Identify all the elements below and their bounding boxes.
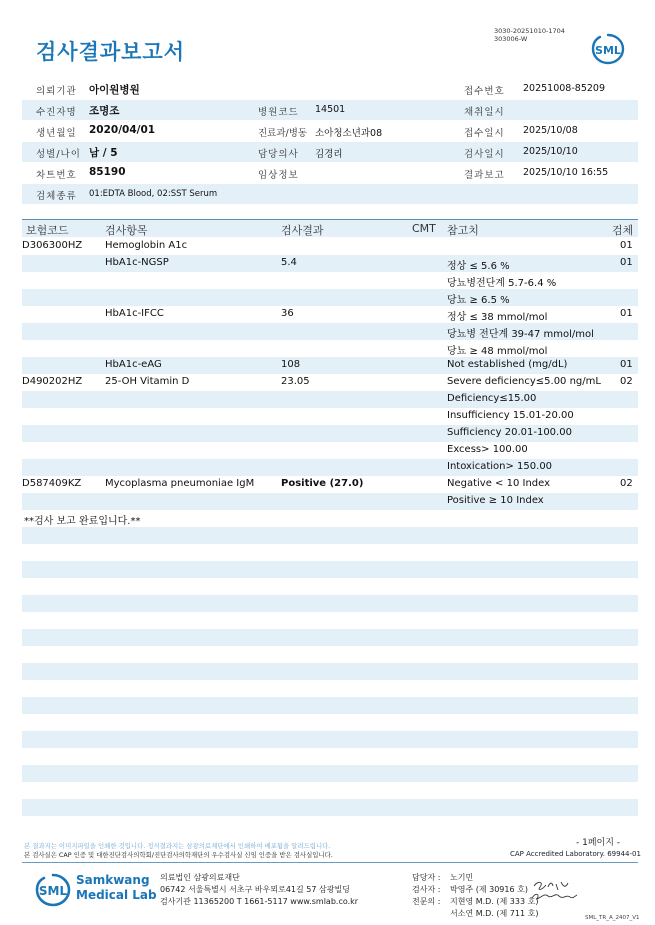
sex-age-label: 성별/나이 <box>36 149 81 160</box>
chart-value: 85190 <box>89 166 126 178</box>
cell-ref: 당뇨 ≥ 48 mmol/mol <box>447 346 548 357</box>
report-value: 2025/10/10 16:55 <box>523 167 609 178</box>
sml-logo-text: SML <box>38 884 68 898</box>
dob-label: 생년월일 <box>36 128 77 139</box>
cell-result: 5.4 <box>281 257 297 268</box>
col-result: 검사결과 <box>281 224 324 237</box>
table-row <box>22 442 638 459</box>
table-row <box>22 612 638 629</box>
col-ref: 참고치 <box>447 224 479 237</box>
corp-address: 06742 서울특별시 서초구 바우뫼로41길 57 삼광빌딩 <box>160 885 350 894</box>
document-code-1: 3030-20251010-1704 <box>494 27 565 35</box>
table-row <box>22 340 638 357</box>
hospital-code-value: 14501 <box>315 104 346 115</box>
cell-item: HbA1c-NGSP <box>105 257 169 268</box>
cell-specimen: 01 <box>620 359 633 370</box>
receipt-no-label: 접수번호 <box>464 86 505 97</box>
chart-label: 차트번호 <box>36 170 77 181</box>
table-row <box>22 272 638 289</box>
cell-code: D490202HZ <box>22 376 83 387</box>
sml-logo-icon <box>590 33 626 65</box>
table-row <box>22 476 638 493</box>
table-row <box>22 391 638 408</box>
table-row <box>22 663 638 680</box>
cell-code: D587409KZ <box>22 478 82 489</box>
table-row <box>22 714 638 731</box>
table-row <box>22 425 638 442</box>
report-label: 결과보고 <box>464 170 505 181</box>
dob-value: 2020/04/01 <box>89 124 156 136</box>
company-name <box>76 873 157 903</box>
cap-notice: 본 검사실은 CAP 인증 및 대한진단검사의학회/진단검사의학재단의 우수검사실 신임 인증을 받은 검사실입니다. <box>24 851 333 859</box>
collection-label: 채취일시 <box>464 107 505 118</box>
col-code: 보험코드 <box>26 224 69 237</box>
col-specimen: 검체 <box>612 224 634 237</box>
hospital-code-label: 병원코드 <box>258 107 299 118</box>
cell-ref: Intoxication> 150.00 <box>447 461 553 472</box>
cell-item: Hemoglobin A1c <box>105 240 188 251</box>
table-row <box>22 595 638 612</box>
signature-image <box>528 878 580 904</box>
company-line-1: Samkwang <box>76 873 150 887</box>
table-row <box>22 510 638 527</box>
sml-logo-icon <box>34 873 72 907</box>
corp-contact: 검사기관 11365200 T 1661-5117 www.smlab.co.kr <box>160 897 359 906</box>
info-row <box>22 121 638 142</box>
receipt-date-value: 2025/10/08 <box>523 125 578 136</box>
cell-ref: 당뇨병전단계 5.7-6.4 % <box>447 278 557 289</box>
cell-result: 108 <box>281 359 301 370</box>
table-row <box>22 799 638 816</box>
specialist-label: 전문의 : <box>412 897 441 906</box>
cell-ref: 정상 ≤ 38 mmol/mol <box>447 312 548 323</box>
institution-label: 의뢰기관 <box>36 86 77 97</box>
footer-divider <box>22 862 638 863</box>
staff-info <box>412 872 538 920</box>
receipt-date-label: 접수일시 <box>464 128 505 139</box>
doctor-value: 김경리 <box>315 149 343 160</box>
cell-result: 23.05 <box>281 376 310 387</box>
cell-result: Positive (27.0) <box>281 478 364 489</box>
clinical-label: 임상정보 <box>258 170 299 181</box>
table-row <box>22 255 638 272</box>
cell-ref: 당뇨병 전단계 39-47 mmol/mol <box>447 329 594 340</box>
page-title: 검사결과보고서 <box>36 40 186 64</box>
company-line-2: Medical Lab <box>76 888 157 902</box>
cell-ref: Excess> 100.00 <box>447 444 528 455</box>
table-row <box>22 646 638 663</box>
table-row <box>22 527 638 544</box>
cell-specimen: 02 <box>620 478 633 489</box>
table-row <box>22 765 638 782</box>
specialist-2: 서소연 M.D. (제 711 호) <box>450 909 539 918</box>
cell-item: HbA1c-eAG <box>105 359 162 370</box>
manager-label: 담당자 : <box>412 873 441 882</box>
corp-name: 의료법인 삼광의료재단 <box>160 873 240 882</box>
table-row <box>22 459 638 476</box>
corporation-info <box>160 872 358 908</box>
page-number: - 1페이지 - <box>576 838 621 848</box>
table-row <box>22 680 638 697</box>
col-cmt: CMT <box>412 222 436 235</box>
sex-age-value: 남 / 5 <box>89 147 118 159</box>
cell-code: **검사 보고 완료입니다.** <box>24 516 141 527</box>
info-row <box>22 163 638 184</box>
cell-ref: 당뇨 ≥ 6.5 % <box>447 295 510 306</box>
cell-item: Mycoplasma pneumoniae IgM <box>105 478 255 489</box>
doctor-label: 담당의사 <box>258 149 299 160</box>
manager-value: 노기민 <box>450 873 474 882</box>
examiner-label: 검사자 : <box>412 885 441 894</box>
cell-result: 36 <box>281 308 294 319</box>
cell-ref: Positive ≥ 10 Index <box>447 495 544 506</box>
form-code: SML_TR_A_2407_V1 <box>585 915 640 921</box>
document-code-2: 303006-W <box>494 35 528 43</box>
cell-ref: Sufficiency 20.01-100.00 <box>447 427 572 438</box>
cell-ref: Insufficiency 15.01-20.00 <box>447 410 574 421</box>
cell-ref: Deficiency≤15.00 <box>447 393 537 404</box>
examiner-value: 박영주 (제 30916 호) <box>450 885 528 894</box>
table-row <box>22 578 638 595</box>
cell-specimen: 01 <box>620 240 633 251</box>
cell-item: 25-OH Vitamin D <box>105 376 190 387</box>
table-row <box>22 306 638 323</box>
info-row <box>22 79 638 100</box>
table-row <box>22 238 638 255</box>
cap-accredited: CAP Accredited Laboratory. 69944-01 <box>510 850 641 858</box>
dept-label: 진료과/병동 <box>258 128 308 139</box>
cell-ref: Negative < 10 Index <box>447 478 551 489</box>
table-row <box>22 289 638 306</box>
cell-item: HbA1c-IFCC <box>105 308 164 319</box>
test-date-value: 2025/10/10 <box>523 146 578 157</box>
cell-specimen: 01 <box>620 308 633 319</box>
test-date-label: 검사일시 <box>464 149 505 160</box>
cell-ref: Not established (mg/dL) <box>447 359 568 370</box>
cell-specimen: 01 <box>620 257 633 268</box>
table-row <box>22 357 638 374</box>
results-table <box>22 238 638 816</box>
info-row <box>22 184 638 205</box>
table-row <box>22 782 638 799</box>
table-row <box>22 731 638 748</box>
patient-value: 조명조 <box>89 105 120 117</box>
sml-logo-text: SML <box>595 44 621 57</box>
image-notice: 본 결과지는 이미지파일을 인쇄한 것입니다. 정식결과지는 삼광의료재단에서 인쇄하여 배포됨을 알려드립니다. <box>24 842 331 850</box>
cell-ref: Severe deficiency≤5.00 ng/mL <box>447 376 601 387</box>
table-row <box>22 629 638 646</box>
table-row <box>22 748 638 765</box>
dept-value: 소아청소년과08 <box>315 128 383 139</box>
info-row <box>22 100 638 121</box>
table-row <box>22 493 638 510</box>
table-row <box>22 544 638 561</box>
table-row <box>22 374 638 391</box>
table-row <box>22 323 638 340</box>
patient-info-table <box>22 79 638 205</box>
results-header <box>22 219 638 237</box>
institution-value: 아이원병원 <box>89 84 140 96</box>
table-row <box>22 561 638 578</box>
table-row <box>22 697 638 714</box>
specimen-type-value: 01:EDTA Blood, 02:SST Serum <box>89 189 218 199</box>
patient-label: 수진자명 <box>36 107 77 118</box>
cell-ref: 정상 ≤ 5.6 % <box>447 261 510 272</box>
table-row <box>22 408 638 425</box>
specimen-type-label: 검체종류 <box>36 191 77 202</box>
cell-code: D306300HZ <box>22 240 83 251</box>
col-item: 검사항목 <box>105 224 148 237</box>
document-codes <box>494 27 565 43</box>
info-row <box>22 142 638 163</box>
receipt-no-value: 20251008-85209 <box>523 83 606 94</box>
specialist-1: 지현영 M.D. (제 333 호) <box>450 897 539 906</box>
cell-specimen: 02 <box>620 376 633 387</box>
